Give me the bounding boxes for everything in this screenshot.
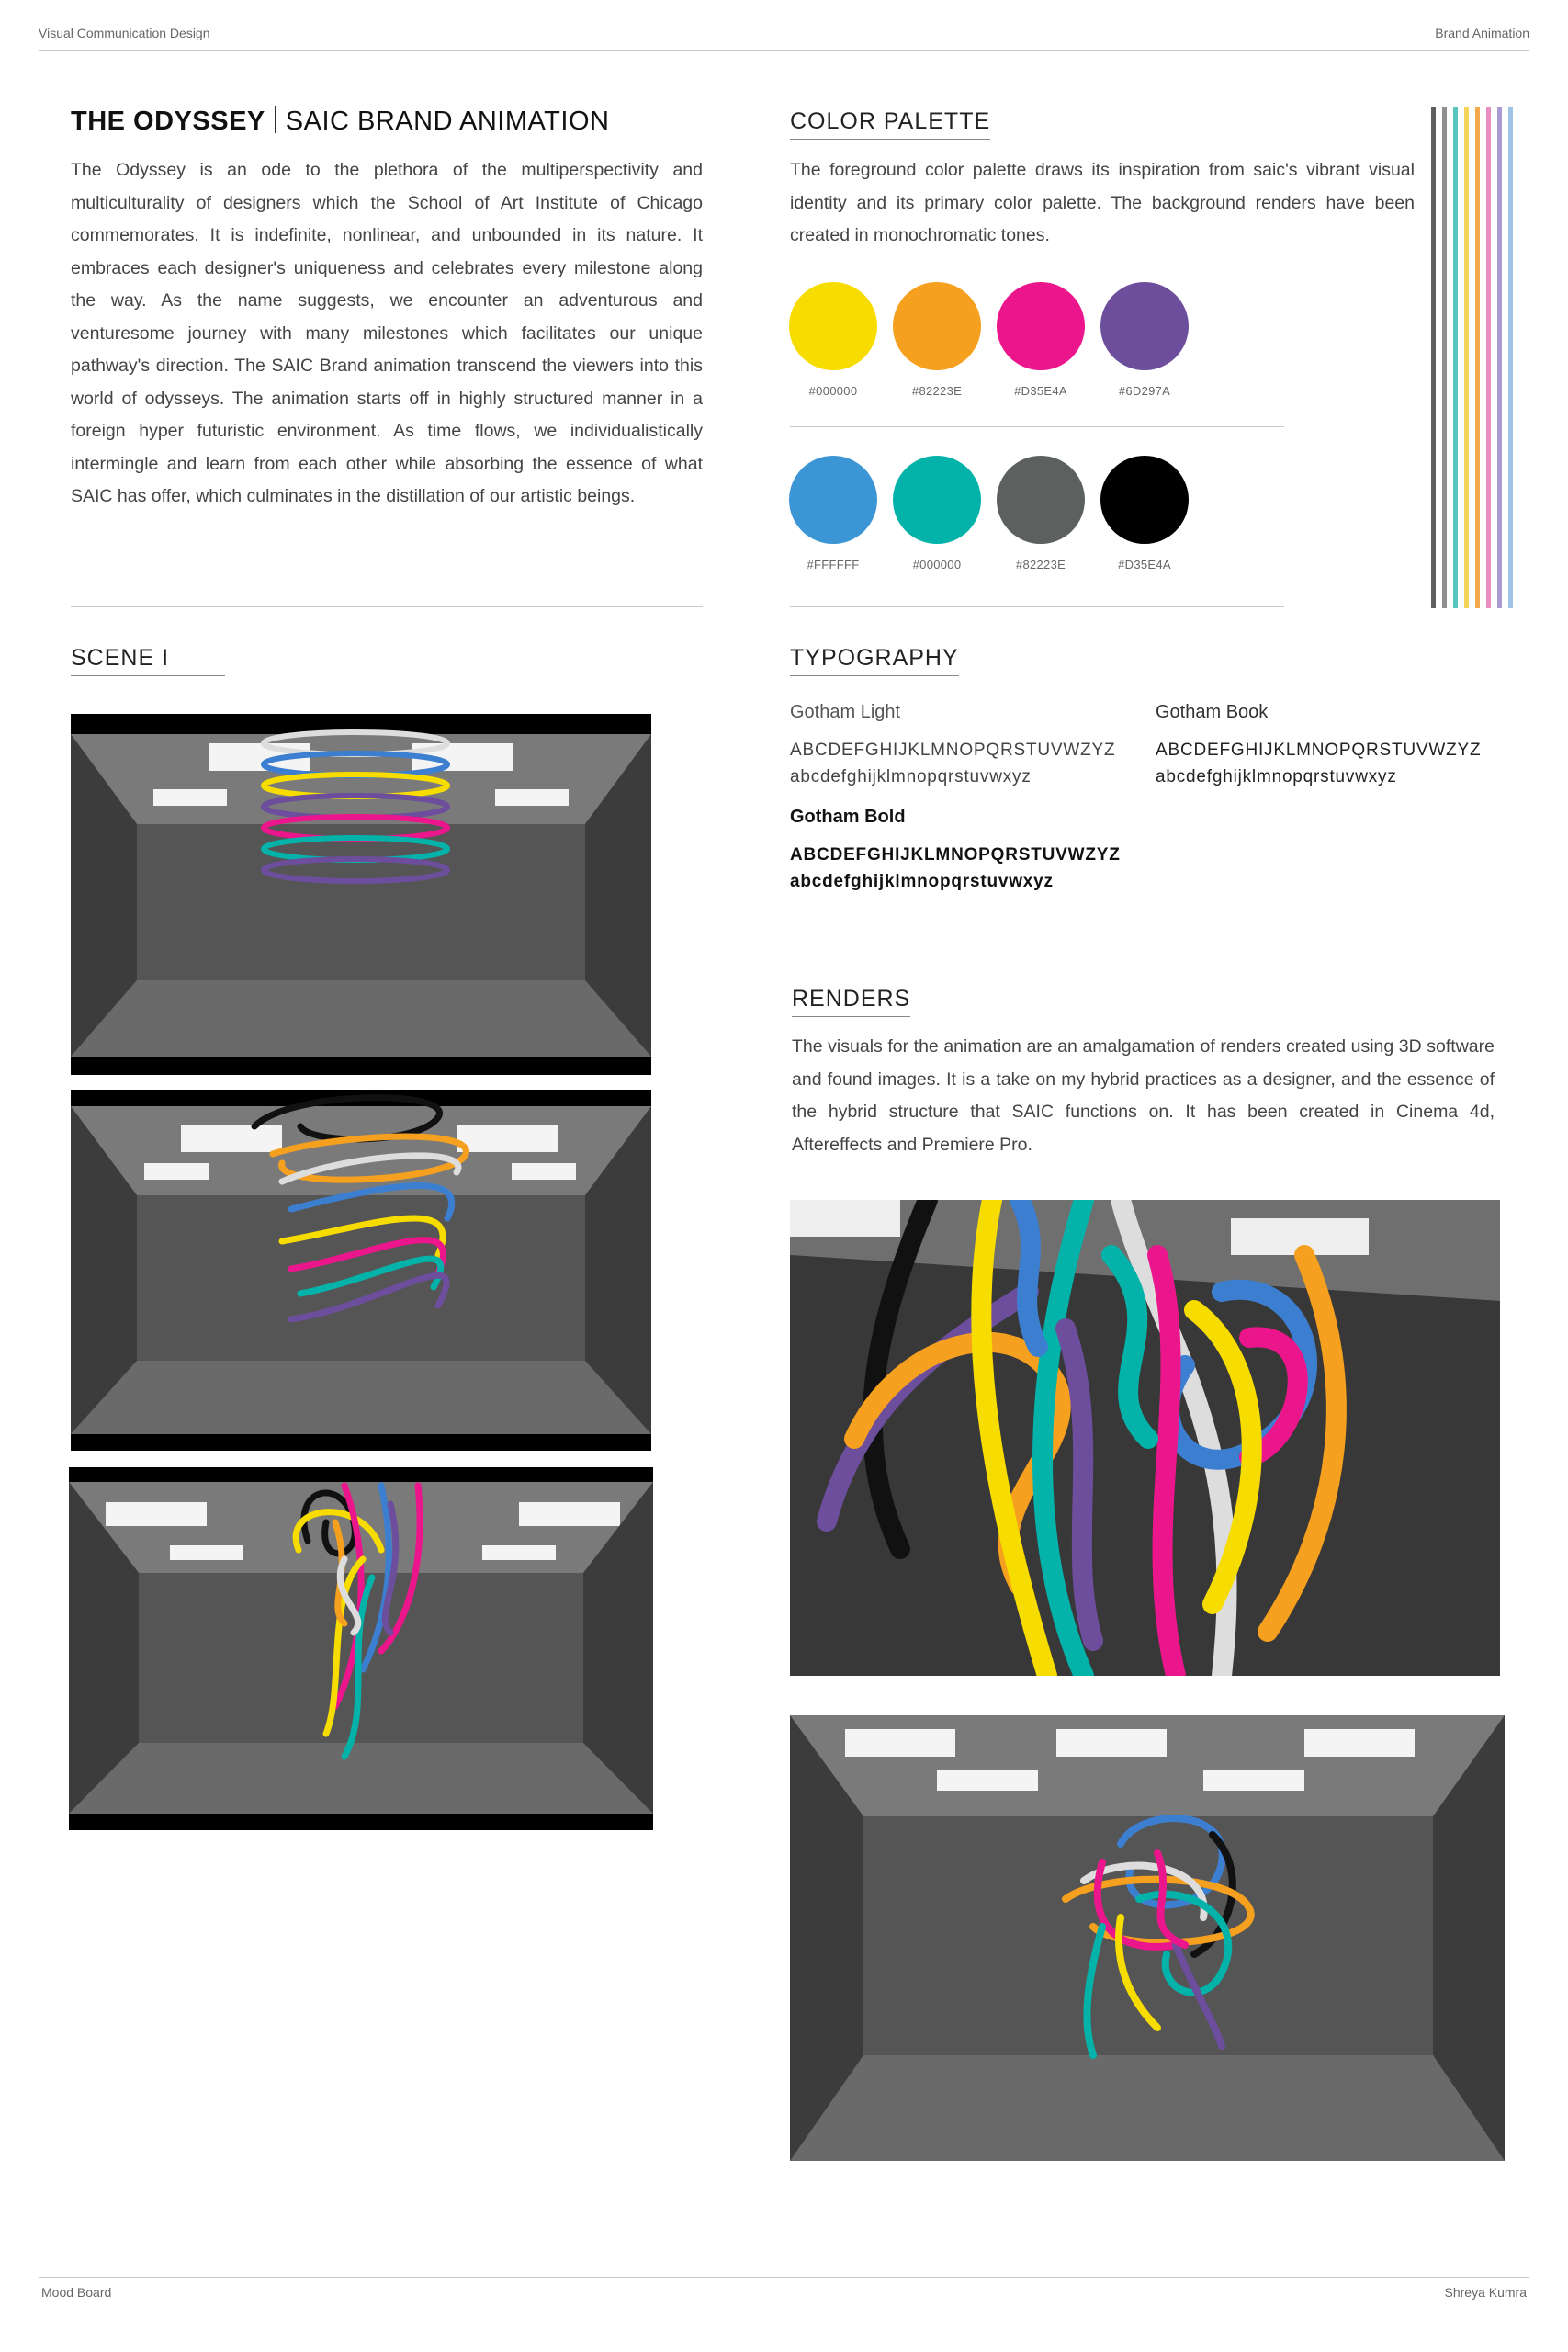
font-bold-name: Gotham Bold <box>790 807 906 827</box>
palette-stripe <box>1442 107 1447 608</box>
font-bold-lowercase: abcdefghijklmnopqrstuvwxyz <box>790 872 1054 891</box>
font-light-uppercase: ABCDEFGHIJKLMNOPQRSTUVWZYZ <box>790 741 1116 760</box>
palette-rule-2 <box>790 606 1284 607</box>
footer-left-label: Mood Board <box>41 2285 112 2300</box>
swatch-label: #000000 <box>808 384 858 398</box>
footer-rule <box>39 2277 1529 2278</box>
swatch-label: #000000 <box>912 558 962 571</box>
color-palette-description: The foreground color palette draws its inspiration from saic's vibrant visual identity and its primary color palette. The background renders have been created in monochromatic tones. <box>790 160 1415 245</box>
swatch-label: #D35E4A <box>1014 384 1067 398</box>
palette-rule-1 <box>790 426 1284 427</box>
renders-title: RENDERS <box>792 986 910 1017</box>
scene-render-2 <box>71 1090 651 1451</box>
palette-stripe <box>1475 107 1480 608</box>
swatch-label: #D35E4A <box>1118 558 1171 571</box>
header-right-label: Brand Animation <box>1435 26 1529 40</box>
font-light-lowercase: abcdefghijklmnopqrstuvwxyz <box>790 767 1032 786</box>
typography-title: TYPOGRAPHY <box>790 645 959 676</box>
swatch-teal <box>893 456 981 544</box>
palette-stripe <box>1486 107 1491 608</box>
page-title <box>71 106 609 141</box>
swatch-magenta <box>997 282 1085 370</box>
render-image-closeup <box>790 1200 1500 1676</box>
swatch-orange <box>893 282 981 370</box>
swatch-gray <box>997 456 1085 544</box>
font-book-lowercase: abcdefghijklmnopqrstuvwxyz <box>1156 767 1397 786</box>
palette-stripe <box>1464 107 1469 608</box>
page-title-main: THE ODYSSEY <box>71 107 265 136</box>
intro-paragraph: The Odyssey is an ode to the plethora of the multiperspectivity and multiculturality of designers which the School of Art Institute of Chicago commemorates. It is indefinite, nonlinear, and unbounded in its nature. It embraces each designer's uniqueness and celebrates every milestone along the way. As the name suggests, we encounter an adventurous and venturesome journey with many milestones which facilitates our unique pathway's direction. The SAIC Brand animation transcend the viewers into this world of odysseys. The animation starts off in highly structured manner in a foreign hyper futuristic environment. As time flows, we individualistically intermingle and learn from each other while absorbing the essence of what SAIC has offer, which culminates in the distillation of our artistic beings. <box>71 160 703 506</box>
renders-description: The visuals for the animation are an amalgamation of renders created using 3D software and found images. It is a take on my hybrid practices as a designer, and the essence of the hybrid structure that SAIC functions on. It has been created in Cinema 4d, Aftereffects and Premiere Pro. <box>792 1036 1495 1155</box>
palette-stripe <box>1431 107 1436 608</box>
render-image-room <box>790 1715 1505 2161</box>
scene-render-3 <box>69 1467 653 1830</box>
intro-rule <box>71 606 703 607</box>
palette-stripe <box>1453 107 1458 608</box>
swatch-black <box>1100 456 1189 544</box>
swatch-purple <box>1100 282 1189 370</box>
swatch-label: #FFFFFF <box>807 558 860 571</box>
header-left-label: Visual Communication Design <box>39 26 210 40</box>
scene-render-1 <box>71 714 651 1075</box>
header-rule <box>39 50 1529 51</box>
palette-stripe <box>1497 107 1502 608</box>
title-divider <box>275 106 276 133</box>
swatch-label: #6D297A <box>1118 384 1171 398</box>
font-book-uppercase: ABCDEFGHIJKLMNOPQRSTUVWZYZ <box>1156 741 1482 760</box>
scene-title: SCENE I <box>71 645 225 676</box>
color-palette-title: COLOR PALETTE <box>790 108 990 140</box>
font-book-name: Gotham Book <box>1156 702 1269 722</box>
footer-right-label: Shreya Kumra <box>1444 2285 1527 2300</box>
page-title-sub: SAIC BRAND ANIMATION <box>285 107 610 136</box>
swatch-yellow <box>789 282 877 370</box>
swatch-label: #82223E <box>911 384 963 398</box>
swatch-blue <box>789 456 877 544</box>
palette-stripe <box>1508 107 1513 608</box>
font-light-name: Gotham Light <box>790 702 901 722</box>
font-bold-uppercase: ABCDEFGHIJKLMNOPQRSTUVWZYZ <box>790 845 1121 865</box>
swatch-label: #82223E <box>1015 558 1066 571</box>
